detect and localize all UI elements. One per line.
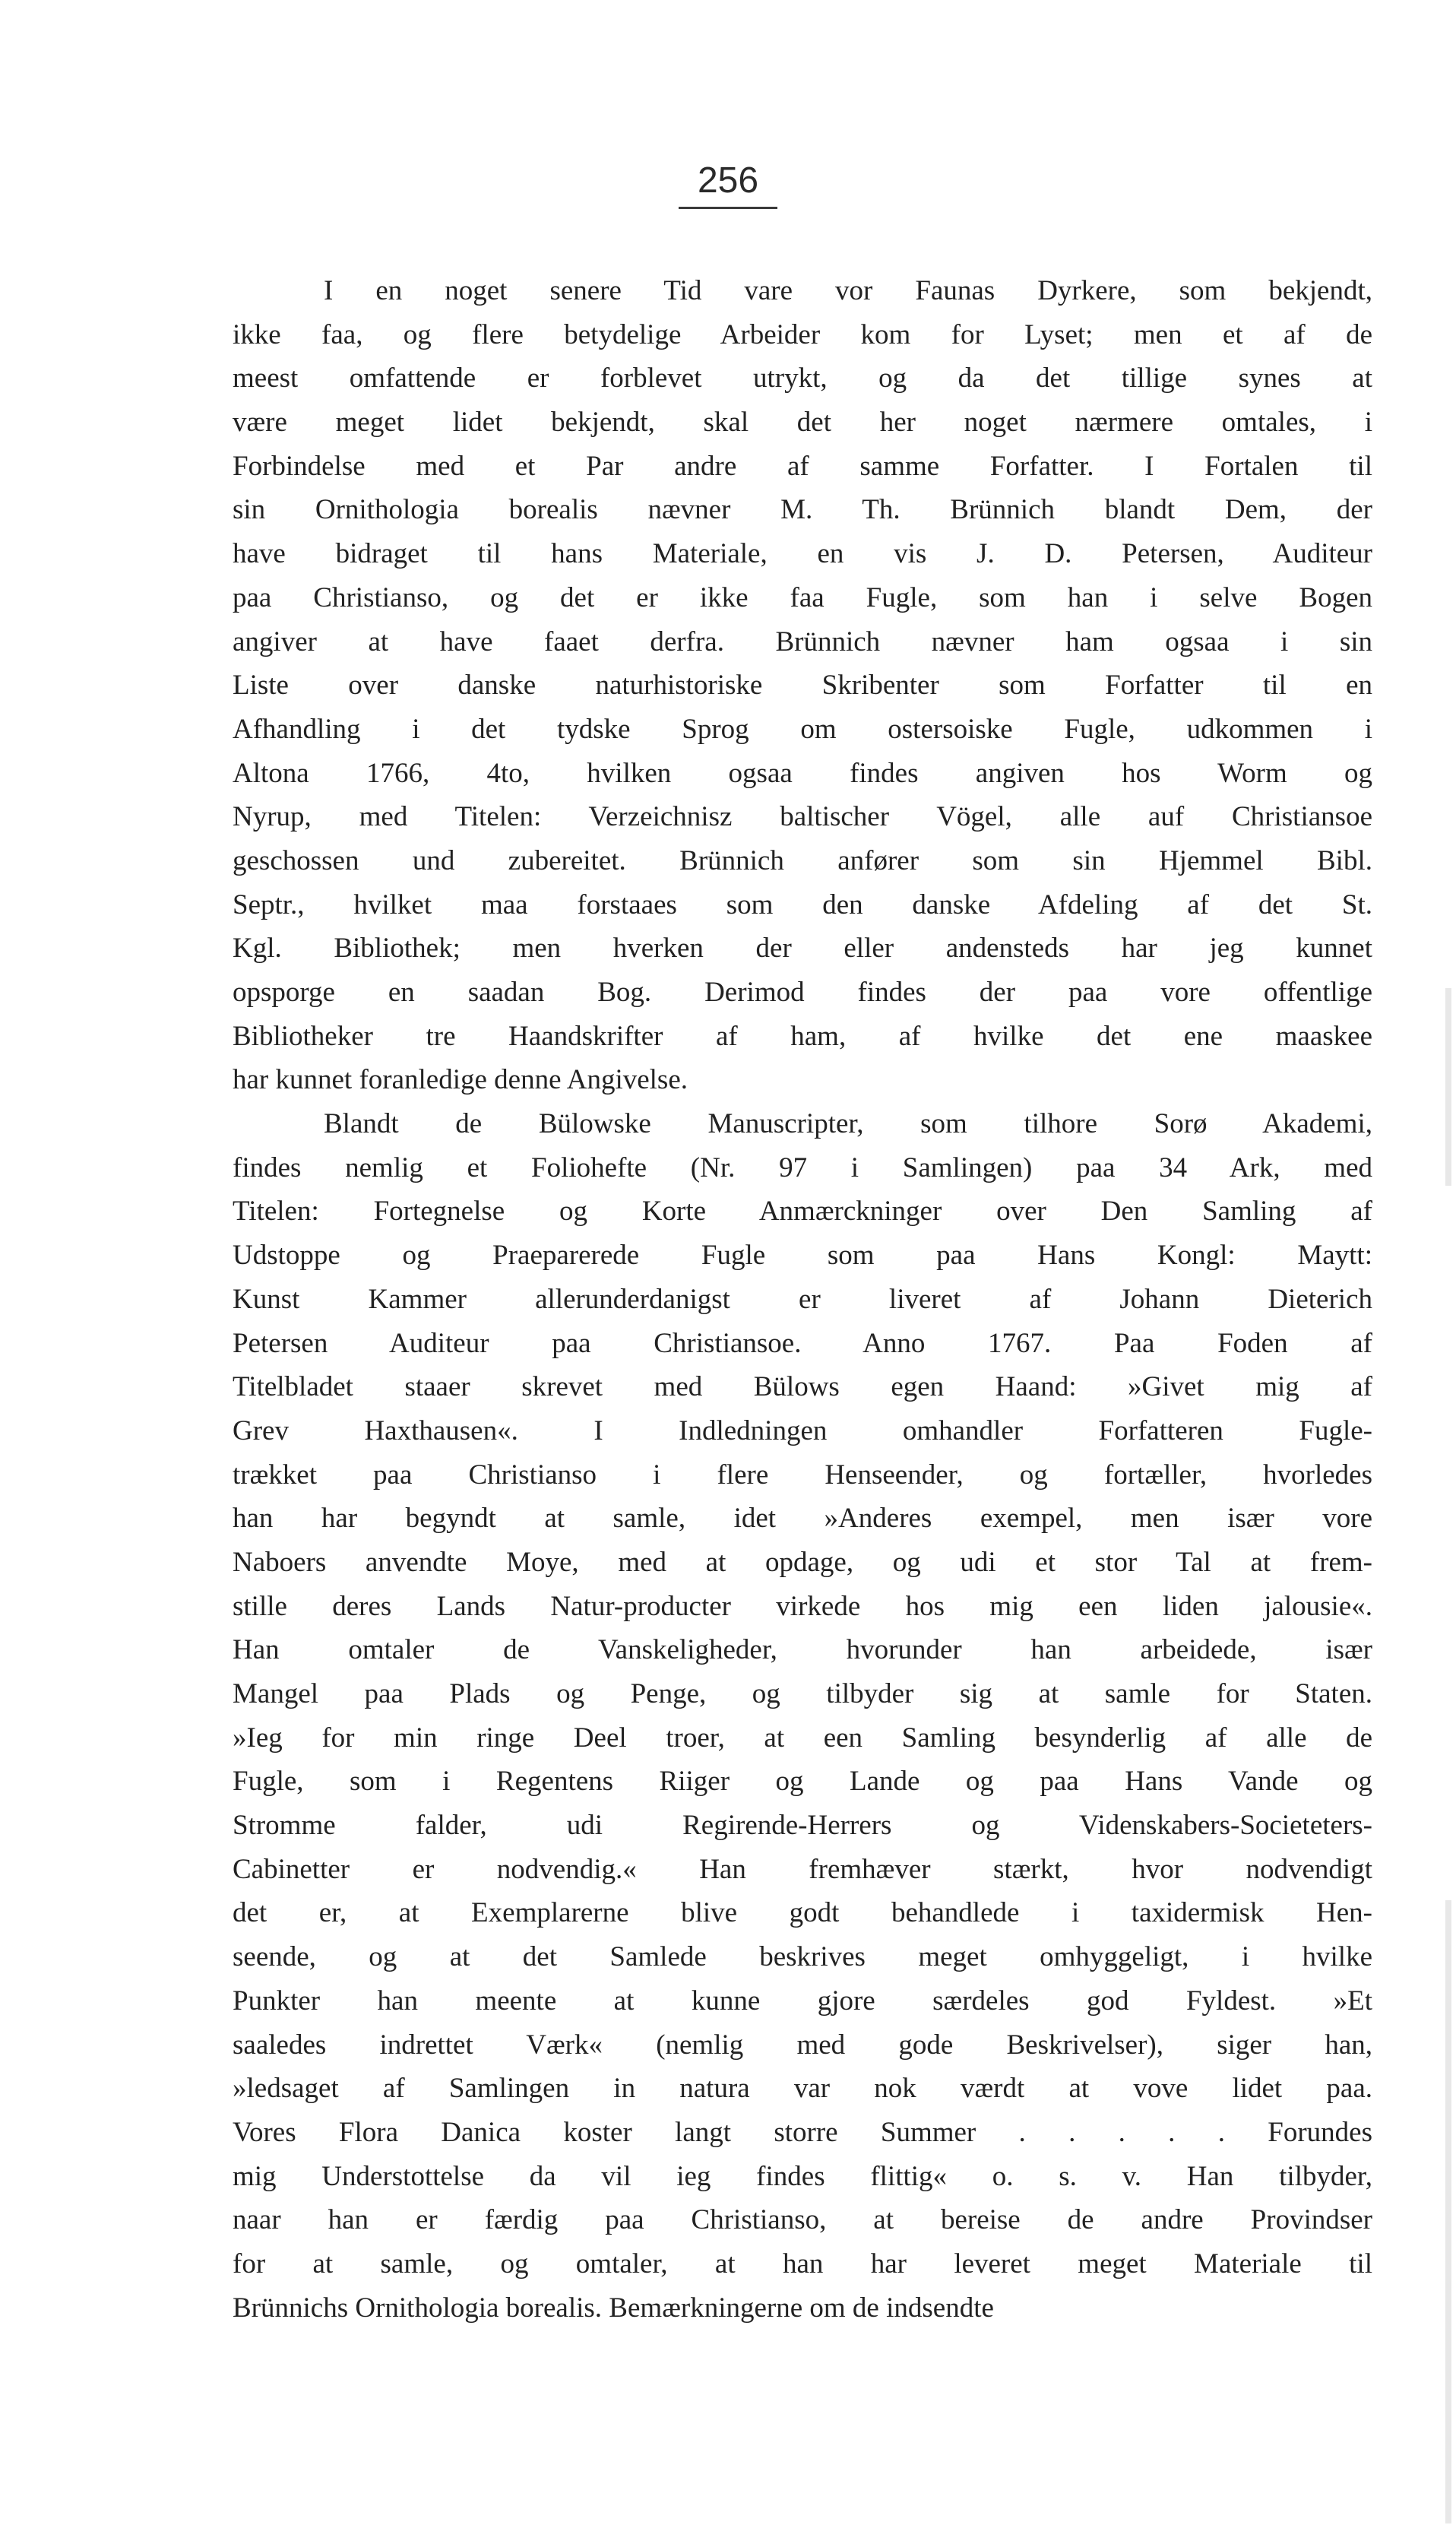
text-line: stille deres Lands Natur-producter virkede hos mig een liden jalousie«. — [233, 1590, 1372, 1622]
text-line: meest omfattende er forblevet utrykt, og da det tillige synes at — [233, 363, 1372, 394]
text-line: Vores Flora Danica koster langt storre Summer . . . . . Forundes — [233, 2116, 1372, 2148]
text-line: Udstoppe og Praeparerede Fugle som paa Hans Kongl: Maytt: — [233, 1240, 1372, 1272]
text-line: Han omtaler de Vanskeligheder, hvorunder han arbeidede, især — [233, 1634, 1372, 1666]
text-line: naar han er færdig paa Christianso, at bereise de andre Provindser — [233, 2204, 1372, 2236]
text-line: Fugle, som i Regentens Riiger og Lande og paa Hans Vande og — [233, 1766, 1372, 1798]
text-line: angiver at have faaet derfra. Brünnich nævner ham ogsaa i sin — [233, 626, 1372, 657]
text-line: mig Understottelse da vil ieg findes flittig« o. s. v. Han tilbyder, — [233, 2160, 1372, 2192]
text-line: for at samle, og omtaler, at han har leveret meget Materiale til — [233, 2248, 1372, 2279]
text-line: Naboers anvendte Moye, med at opdage, og udi et stor Tal at frem- — [233, 1546, 1372, 1578]
text-line: seende, og at det Samlede beskrives meget omhyggeligt, i hvilke — [233, 1941, 1372, 1973]
text-line: I en noget senere Tid vare vor Faunas Dyrkere, som bekjendt, — [324, 275, 1372, 306]
text-line: opsporge en saadan Bog. Derimod findes der paa vore offentlige — [233, 977, 1372, 1008]
text-line: Grev Haxthausen«. I Indledningen omhandler Forfatteren Fugle- — [233, 1415, 1372, 1446]
scan-edge-mark — [1445, 988, 1451, 1186]
text-line: Brünnichs Ornithologia borealis. Bemærkningerne om de indsendte — [233, 2292, 994, 2324]
text-line: Punkter han meente at kunne gjore særdeles god Fyldest. »Et — [233, 1985, 1372, 2017]
text-line: Bibliotheker tre Haandskrifter af ham, af hvilke det ene maaskee — [233, 1020, 1372, 1052]
paragraph-2 — [233, 1102, 1372, 2330]
text-line: Kgl. Bibliothek; men hverken der eller andensteds har jeg kunnet — [233, 933, 1372, 965]
text-line: Kunst Kammer allerunderdanigst er liveret af Johann Dieterich — [233, 1283, 1372, 1315]
text-line: Blandt de Bülowske Manuscripter, som tilhore Sorø Akademi, — [324, 1108, 1372, 1140]
text-line: Stromme falder, udi Regirende-Herrers og Videnskabers-Societeters- — [233, 1810, 1372, 1842]
text-line: findes nemlig et Foliohefte (Nr. 97 i Samlingen) paa 34 Ark, med — [233, 1152, 1372, 1183]
text-line: Septr., hvilket maa forstaaes som den danske Afdeling af det St. — [233, 889, 1372, 920]
text-line: Titelen: Fortegnelse og Korte Anmærckninger over Den Samling af — [233, 1196, 1372, 1228]
scan-edge-mark — [1445, 1900, 1451, 2523]
page-number: 256 — [697, 160, 759, 201]
text-line: Nyrup, med Titelen: Verzeichnisz baltischer Vögel, alle auf Christiansoe — [233, 801, 1372, 833]
page-number-rule — [679, 207, 777, 209]
text-line: have bidraget til hans Materiale, en vis J. D. Petersen, Auditeur — [233, 538, 1372, 570]
text-line: Cabinetter er nodvendig.« Han fremhæver stærkt, hvor nodvendigt — [233, 1853, 1372, 1885]
text-line: Afhandling i det tydske Sprog om ostersoiske Fugle, udkommen i — [233, 713, 1372, 745]
text-line: Altona 1766, 4to, hvilken ogsaa findes angiven hos Worm og — [233, 757, 1372, 789]
text-line: saaledes indrettet Værk« (nemlig med gode Beskrivelser), siger han, — [233, 2029, 1372, 2061]
text-line: Liste over danske naturhistoriske Skribenter som Forfatter til en — [233, 670, 1372, 702]
text-line: ikke faa, og flere betydelige Arbeider kom for Lyset; men et af de — [233, 318, 1372, 350]
text-line: »Ieg for min ringe Deel troer, at een Samling besynderlig af alle de — [233, 1722, 1372, 1754]
text-line: Petersen Auditeur paa Christiansoe. Anno 1767. Paa Foden af — [233, 1327, 1372, 1359]
text-line: geschossen und zubereitet. Brünnich anfører som sin Hjemmel Bibl. — [233, 844, 1372, 876]
text-line: Mangel paa Plads og Penge, og tilbyder sig at samle for Staten. — [233, 1678, 1372, 1709]
body-text — [233, 269, 1372, 2330]
text-line: paa Christianso, og det er ikke faa Fugle, som han i selve Bogen — [233, 581, 1372, 613]
text-line: trækket paa Christianso i flere Henseender, og fortæller, hvorledes — [233, 1459, 1372, 1491]
paragraph-1 — [233, 269, 1372, 1102]
text-line: sin Ornithologia borealis nævner M. Th. Brünnich blandt Dem, der — [233, 494, 1372, 526]
text-line: være meget lidet bekjendt, skal det her noget nærmere omtales, i — [233, 407, 1372, 439]
text-line: »ledsaget af Samlingen in natura var nok værdt at vove lidet paa. — [233, 2073, 1372, 2105]
text-line: han har begyndt at samle, idet »Anderes exempel, men især vore — [233, 1503, 1372, 1535]
text-line: Forbindelse med et Par andre af samme Forfatter. I Fortalen til — [233, 450, 1372, 482]
text-line: Titelbladet staaer skrevet med Bülows egen Haand: »Givet mig af — [233, 1371, 1372, 1403]
text-line: har kunnet foranledige denne Angivelse. — [233, 1064, 688, 1096]
text-line: det er, at Exemplarerne blive godt behandlede i taxidermisk Hen- — [233, 1897, 1372, 1929]
